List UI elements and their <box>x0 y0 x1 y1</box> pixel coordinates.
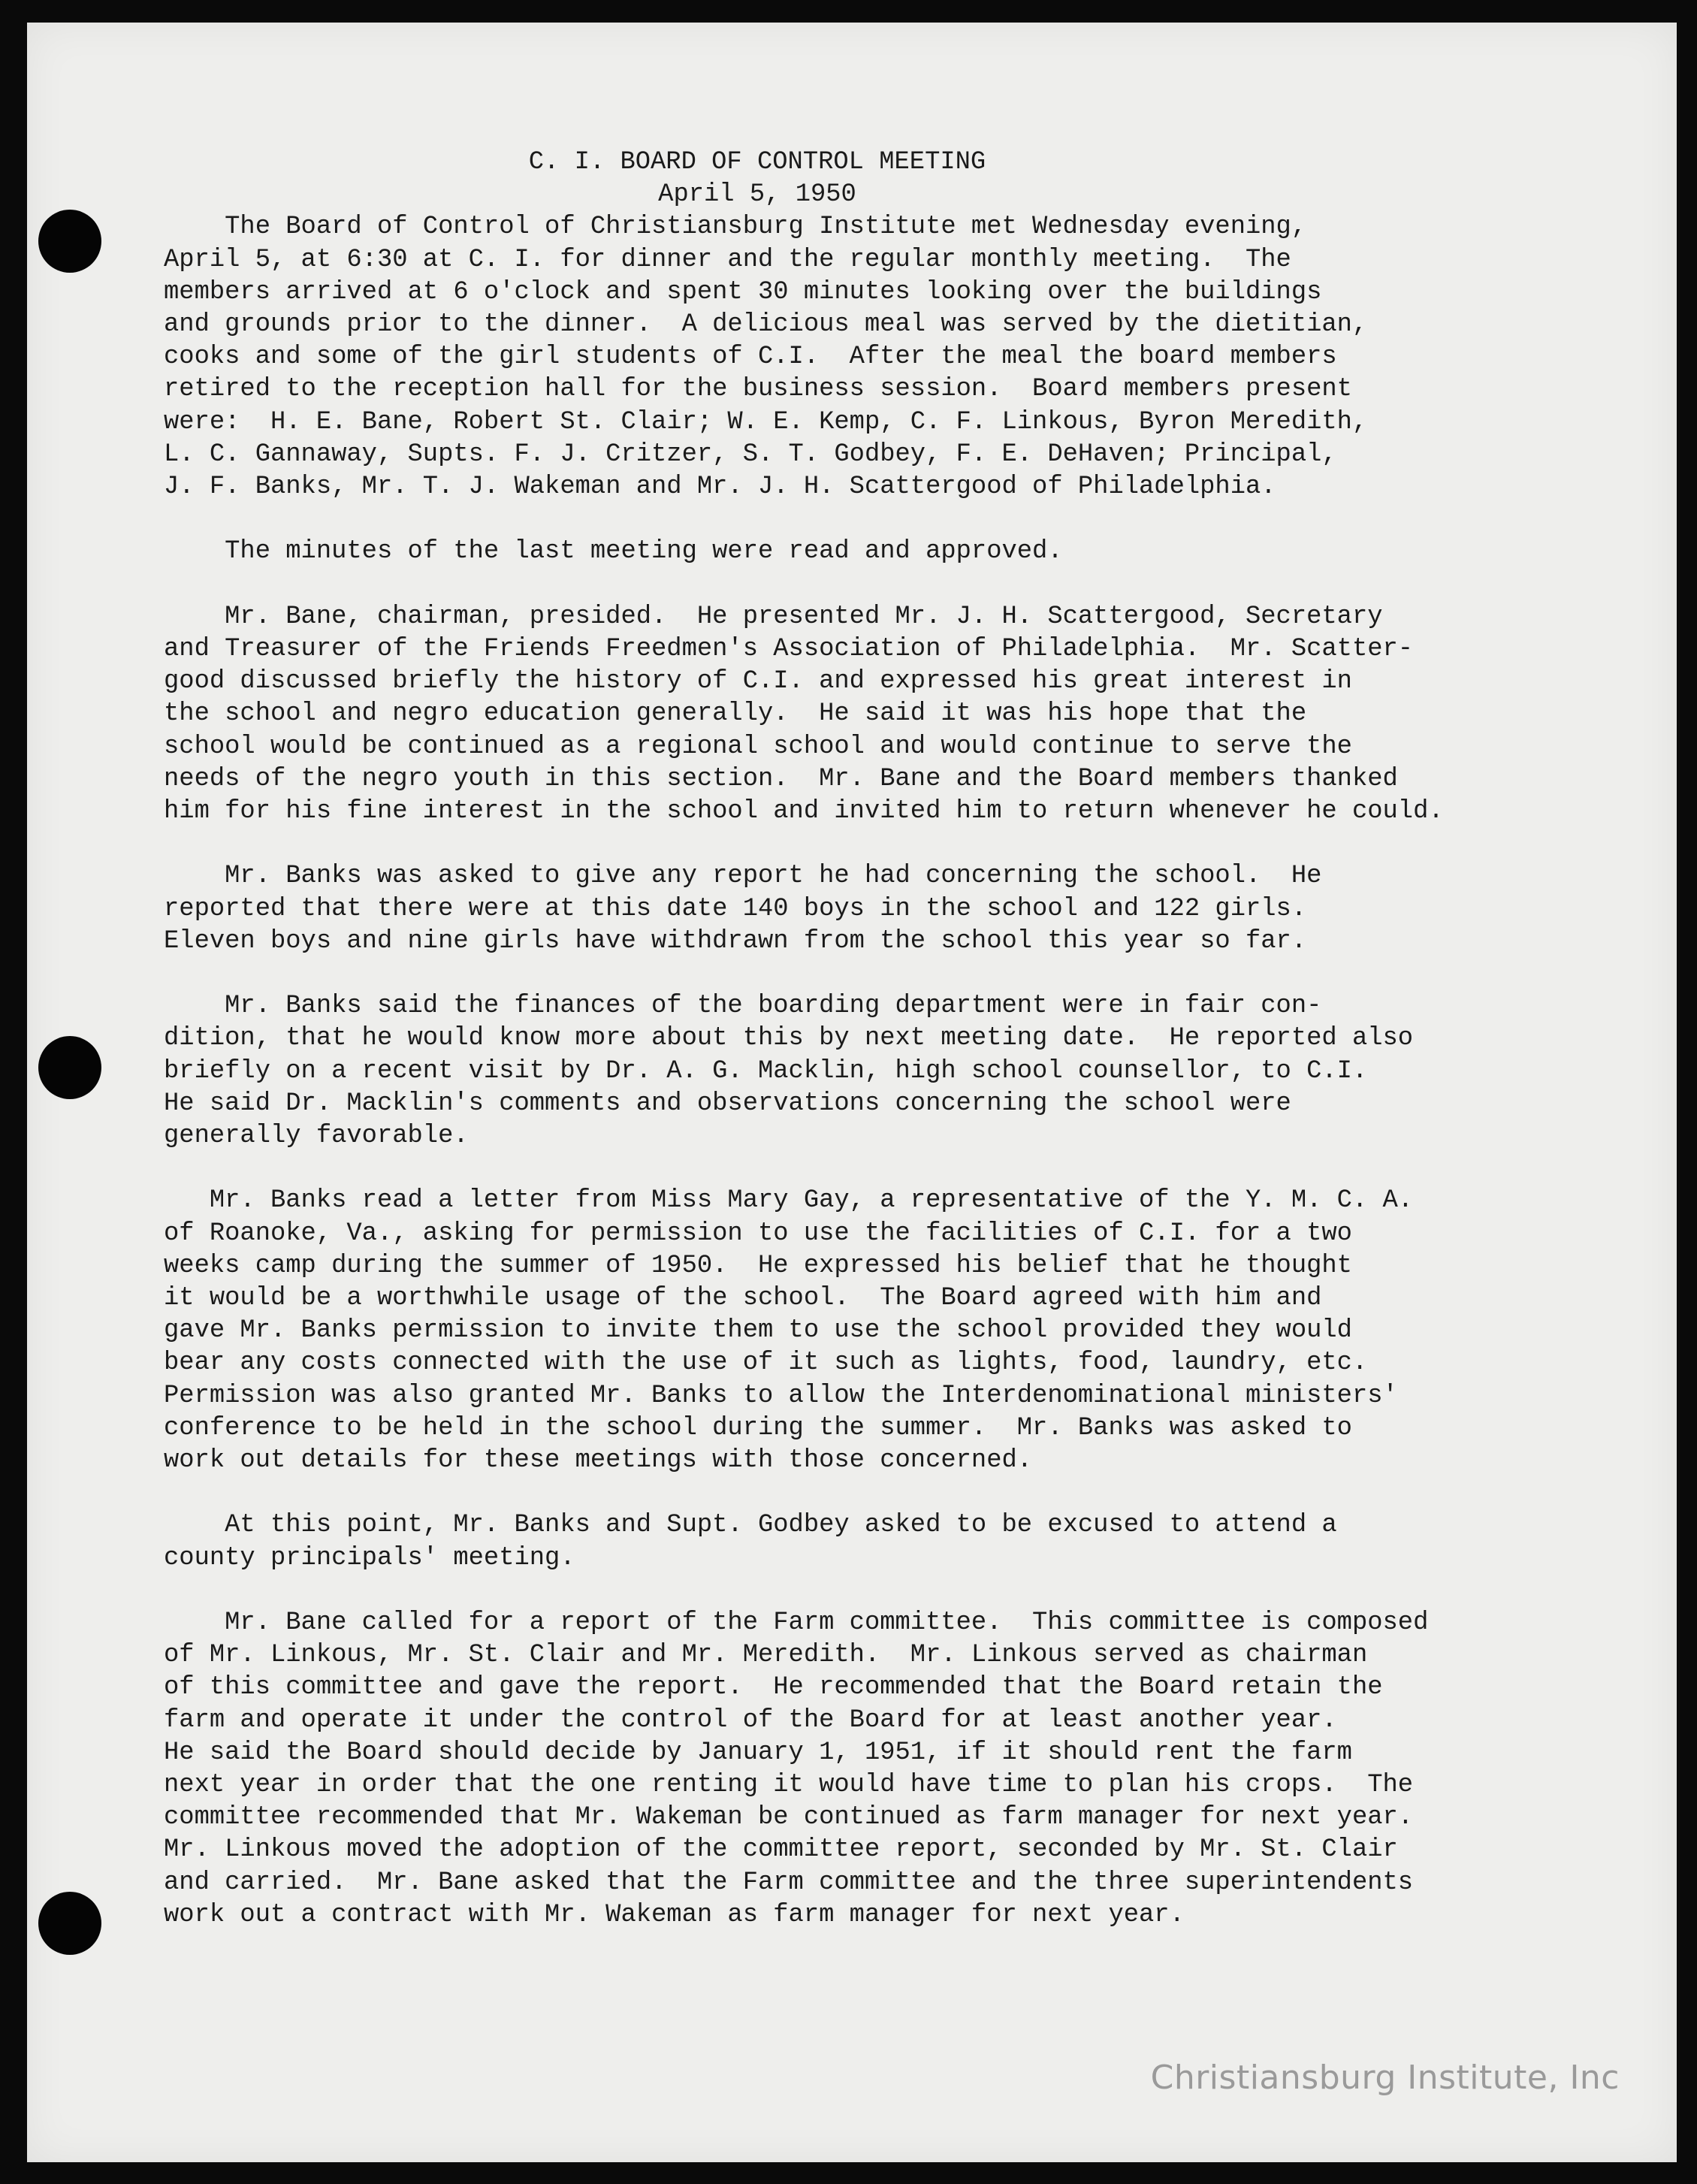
text-line: He said the Board should decide by January 1, 1951, if it should rent the farm <box>164 1738 1352 1767</box>
punch-hole <box>38 1036 101 1099</box>
text-line: He said Dr. Macklin's comments and observations concerning the school were <box>164 1089 1291 1118</box>
paragraph <box>164 860 1554 958</box>
paragraph <box>164 601 1554 828</box>
text-line: generally favorable. <box>164 1122 469 1151</box>
text-line: needs of the negro youth in this section. Mr. Bane and the Board members thanked <box>164 764 1398 793</box>
text-line: members arrived at 6 o'clock and spent 30 minutes looking over the buildings <box>164 277 1322 307</box>
text-line: Mr. Banks read a letter from Miss Mary Gay, a representative of the Y. M. C. A. <box>164 1186 1414 1216</box>
text-line: The minutes of the last meeting were read and approved. <box>164 537 1063 566</box>
text-line: Mr. Banks said the finances of the boarding department were in fair con- <box>164 992 1322 1021</box>
text-line: of this committee and gave the report. He recommended that the Board retain the <box>164 1673 1383 1702</box>
text-line: school would be continued as a regional school and would continue to serve the <box>164 732 1352 761</box>
text-line: and grounds prior to the dinner. A delicious meal was served by the dietitian, <box>164 310 1368 340</box>
text-line: Permission was also granted Mr. Banks to allow the Interdenominational ministers' <box>164 1381 1398 1410</box>
text-line: of Roanoke, Va., asking for permission to use the facilities of C.I. for a two <box>164 1219 1352 1248</box>
title-line: C. I. BOARD OF CONTROL MEETING <box>528 148 986 177</box>
text-line: Mr. Bane, chairman, presided. He presented Mr. J. H. Scattergood, Secretary <box>164 602 1383 631</box>
text-line: bear any costs connected with the use of it such as lights, food, laundry, etc. <box>164 1349 1368 1378</box>
watermark: Christiansburg Institute, Inc <box>1150 2059 1620 2097</box>
text-line: weeks camp during the summer of 1950. He expressed his belief that he thought <box>164 1251 1352 1280</box>
text-line: L. C. Gannaway, Supts. F. J. Critzer, S. T. Godbey, F. E. DeHaven; Principal, <box>164 440 1337 469</box>
text-line: conference to be held in the school during the summer. Mr. Banks was asked to <box>164 1413 1352 1442</box>
text-line: work out details for these meetings with those concerned. <box>164 1446 1033 1476</box>
text-line: Mr. Linkous moved the adoption of the committee report, seconded by Mr. St. Clair <box>164 1835 1398 1865</box>
text-line: farm and operate it under the control of the Board for at least another year. <box>164 1705 1337 1735</box>
text-line: The Board of Control of Christiansburg Institute met Wednesday evening, <box>164 213 1307 242</box>
text-line: briefly on a recent visit by Dr. A. G. Macklin, high school counsellor, to C.I. <box>164 1056 1368 1086</box>
text-line: good discussed briefly the history of C.I. and expressed his great interest in <box>164 667 1352 696</box>
text-line: At this point, Mr. Banks and Supt. Godbey asked to be excused to attend a <box>164 1511 1337 1540</box>
text-line: work out a contract with Mr. Wakeman as farm manager for next year. <box>164 1900 1185 1929</box>
text-line: next year in order that the one renting it would have time to plan his crops. The <box>164 1771 1414 1800</box>
paragraph <box>164 211 1554 503</box>
punch-hole <box>38 1892 101 1955</box>
paragraph <box>164 1509 1554 1574</box>
paragraphs <box>164 211 1554 1932</box>
text-line: dition, that he would know more about this by next meeting date. He reported also <box>164 1024 1414 1053</box>
date-line: April 5, 1950 <box>658 180 856 210</box>
text-line: it would be a worthwhile usage of the school. The Board agreed with him and <box>164 1284 1322 1313</box>
paragraph <box>164 536 1554 568</box>
text-line: county principals' meeting. <box>164 1543 575 1572</box>
text-line: committee recommended that Mr. Wakeman be continued as farm manager for next year. <box>164 1803 1414 1832</box>
text-line: him for his fine interest in the school and invited him to return whenever he could. <box>164 797 1444 826</box>
text-line: were: H. E. Bane, Robert St. Clair; W. E. Kemp, C. F. Linkous, Byron Meredith, <box>164 407 1368 436</box>
text-line: Mr. Bane called for a report of the Farm committee. This committee is composed <box>164 1609 1429 1638</box>
text-line: and carried. Mr. Bane asked that the Farm committee and the three superintendents <box>164 1868 1414 1897</box>
text-line: and Treasurer of the Friends Freedmen's Association of Philadelphia. Mr. Scatter- <box>164 635 1414 664</box>
text-line: reported that there were at this date 140 boys in the school and 122 girls. <box>164 894 1307 923</box>
paragraph <box>164 990 1554 1152</box>
text-line: Eleven boys and nine girls have withdrawn from the school this year so far. <box>164 926 1307 956</box>
text-line: gave Mr. Banks permission to invite them to use the school provided they would <box>164 1316 1352 1346</box>
text-line: the school and negro education generally. He said it was his hope that the <box>164 699 1307 729</box>
document-title <box>164 147 1351 211</box>
paragraph <box>164 1185 1554 1477</box>
text-line: of Mr. Linkous, Mr. St. Clair and Mr. Meredith. Mr. Linkous served as chairman <box>164 1641 1368 1670</box>
text-line: Mr. Banks was asked to give any report he had concerning the school. He <box>164 862 1322 891</box>
text-line: April 5, at 6:30 at C. I. for dinner and the regular monthly meeting. The <box>164 245 1291 274</box>
text-line: cooks and some of the girl students of C.I. After the meal the board members <box>164 343 1337 372</box>
text-line: J. F. Banks, Mr. T. J. Wakeman and Mr. J. H. Scattergood of Philadelphia. <box>164 473 1276 502</box>
text-line: retired to the reception hall for the business session. Board members present <box>164 375 1352 404</box>
paragraph <box>164 1607 1554 1932</box>
punch-hole <box>38 210 101 273</box>
document-body <box>164 147 1554 1932</box>
